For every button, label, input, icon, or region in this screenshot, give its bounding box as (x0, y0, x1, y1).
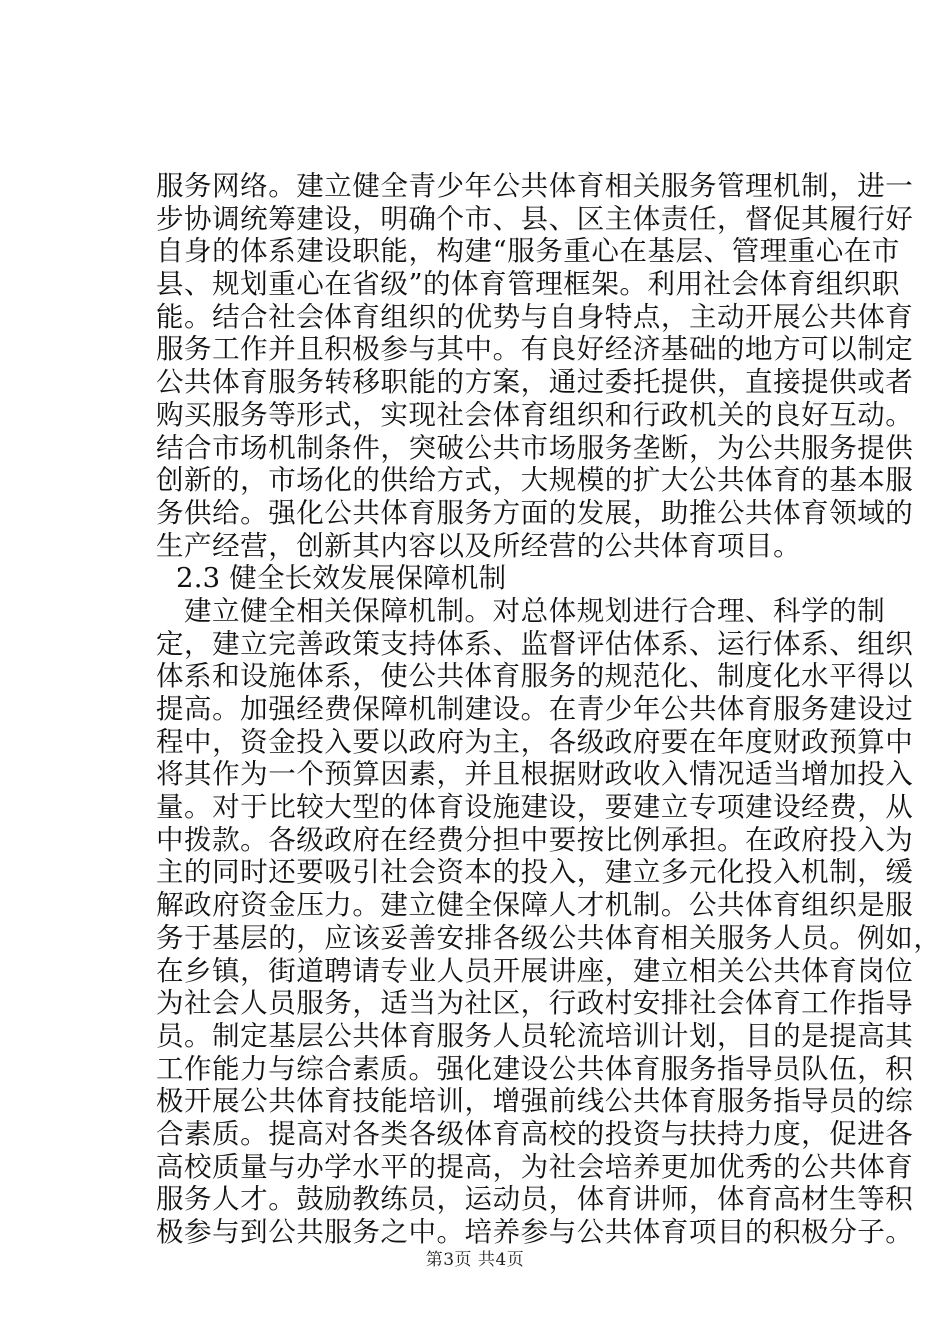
text-line: 购买服务等形式，实现社会体育组织和行政机关的良好互动。 (156, 398, 914, 431)
text-line: 步协调统筹建设，明确个市、县、区主体责任，督促其履行好 (156, 202, 914, 235)
text-line: 高校质量与办学水平的提高，为社会培养更加优秀的公共体育 (156, 1150, 914, 1183)
text-line: 服务工作并且积极参与其中。有良好经济基础的地方可以制定 (156, 333, 914, 366)
text-line: 定，建立完善政策支持体系、监督评估体系、运行体系、组织 (156, 627, 914, 660)
text-line: 主的同时还要吸引社会资本的投入，建立多元化投入机制，缓 (156, 856, 914, 889)
text-line: 将其作为一个预算因素，并且根据财政收入情况适当增加投入 (156, 758, 914, 791)
text-line: 合素质。提高对各类各级体育高校的投资与扶持力度，促进各 (156, 1117, 914, 1150)
text-line: 服务人才。鼓励教练员，运动员，体育讲师，体育高材生等积 (156, 1183, 914, 1216)
text-line: 公共体育服务转移职能的方案，通过委托提供，直接提供或者 (156, 366, 914, 399)
section-heading: 2.3 健全长效发展保障机制 (176, 562, 507, 595)
paragraph-first-line: 建立健全相关保障机制。对总体规划进行合理、科学的制 (184, 594, 886, 627)
text-line: 为社会人员服务，适当为社区，行政村安排社会体育工作指导 (156, 987, 914, 1020)
text-line: 生产经营，创新其内容以及所经营的公共体育项目。 (156, 529, 802, 562)
text-line: 解政府资金压力。建立健全保障人才机制。公共体育组织是服 (156, 889, 914, 922)
text-line: 结合市场机制条件，突破公共市场服务垄断，为公共服务提供 (156, 431, 914, 464)
text-line: 员。制定基层公共体育服务人员轮流培训计划，目的是提高其 (156, 1019, 914, 1052)
text-line: 提高。加强经费保障机制建设。在青少年公共体育服务建设过 (156, 693, 914, 725)
text-line: 量。对于比较大型的体育设施建设，要建立专项建设经费，从 (156, 791, 914, 824)
text-line: 中拨款。各级政府在经费分担中要按比例承担。在政府投入为 (156, 823, 914, 856)
text-line: 务供给。强化公共体育服务方面的发展，助推公共体育领域的 (156, 496, 914, 529)
text-line: 极开展公共体育技能培训，增强前线公共体育服务指导员的综 (156, 1085, 914, 1118)
text-line: 务于基层的，应该妥善安排各级公共体育相关服务人员。例如， (156, 921, 942, 954)
text-line: 创新的，市场化的供给方式，大规模的扩大公共体育的基本服 (156, 464, 914, 497)
text-line: 自身的体系建设职能，构建“服务重心在基层、管理重心在市 (156, 235, 900, 268)
text-line: 体系和设施体系，使公共体育服务的规范化、制度化水平得以 (156, 660, 914, 693)
page-footer: 第3页 共4页 (425, 1250, 525, 1270)
text-line: 程中，资金投入要以政府为主，各级政府要在年度财政预算中 (156, 725, 914, 758)
text-line: 工作能力与综合素质。强化建设公共体育服务指导员队伍，积 (156, 1052, 914, 1085)
text-line: 极参与到公共服务之中。培养参与公共体育项目的积极分子。 (156, 1216, 914, 1248)
text-line: 在乡镇，街道聘请专业人员开展讲座，建立相关公共体育岗位 (156, 954, 914, 987)
text-line: 服务网络。建立健全青少年公共体育相关服务管理机制，进一 (156, 170, 914, 202)
document-body (156, 170, 942, 1249)
text-line: 能。结合社会体育组织的优势与自身特点，主动开展公共体育 (156, 300, 914, 333)
text-line: 县、规划重心在省级”的体育管理框架。利用社会体育组织职 (156, 268, 900, 301)
